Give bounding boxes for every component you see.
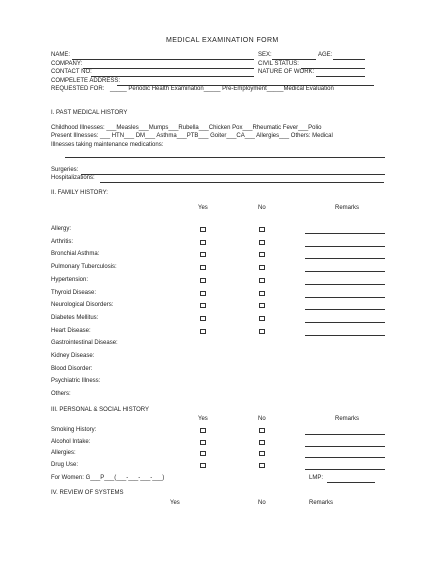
- row-label: Blood Disorder:: [51, 365, 93, 372]
- row-label: Bronchial Asthma:: [51, 251, 100, 258]
- row-label: Drug Use:: [51, 461, 79, 468]
- nature-of-work-label: NATURE OF WORK:: [258, 69, 315, 75]
- row-label: Kidney Disease:: [51, 353, 95, 359]
- remarks-field[interactable]: [305, 457, 385, 458]
- social-no-header: No: [258, 416, 266, 422]
- remarks-field[interactable]: [305, 233, 385, 234]
- maintenance-medications-label: Illnesses taking maintenance medications:: [51, 142, 164, 148]
- remarks-field[interactable]: [305, 434, 385, 435]
- family-yes-header: Yes: [198, 205, 208, 211]
- yes-checkbox[interactable]: [200, 252, 206, 257]
- requested-for-label: REQUESTED FOR:: [51, 86, 105, 92]
- family-remarks-header: Remarks: [335, 205, 360, 211]
- remarks-field[interactable]: [305, 469, 385, 470]
- row-label: Alcohol Intake:: [51, 438, 91, 445]
- review-yes-header: Yes: [170, 500, 180, 506]
- hospitalizations-field[interactable]: [100, 182, 384, 183]
- childhood-illnesses: Childhood Illnesses: ___Measles___Mumps___Rubella___Chicken Pox___Rheumatic Fever___Polio: [51, 125, 322, 131]
- review-no-header: No: [258, 500, 266, 506]
- yes-checkbox[interactable]: [200, 240, 206, 245]
- remarks-field[interactable]: [305, 297, 385, 298]
- no-checkbox[interactable]: [259, 291, 265, 296]
- name-label: NAME:: [51, 52, 71, 58]
- company-field[interactable]: [83, 68, 254, 69]
- remarks-field[interactable]: [305, 284, 385, 285]
- row-label: Heart Disease:: [51, 327, 91, 334]
- review-remarks-header: Remarks: [309, 500, 334, 506]
- row-label: Diabetes Mellitus:: [51, 314, 99, 321]
- remarks-field[interactable]: [305, 446, 385, 447]
- yes-checkbox[interactable]: [200, 227, 206, 232]
- no-checkbox[interactable]: [259, 451, 265, 456]
- yes-checkbox[interactable]: [200, 303, 206, 308]
- row-label: Psychiatric Illness:: [51, 378, 101, 385]
- nature-of-work-field[interactable]: [316, 76, 365, 77]
- no-checkbox[interactable]: [259, 440, 265, 445]
- requested-for-options: _____ Periodic Health Examination_____ Pre-Employment_____Medical Evaluation: [110, 86, 334, 92]
- hospitalizations-label: Hospitalizations:: [51, 175, 95, 181]
- section1-heading: I. PAST MEDICAL HISTORY: [51, 110, 128, 116]
- no-checkbox[interactable]: [259, 428, 265, 433]
- sex-label: SEX:: [258, 52, 272, 58]
- age-label: AGE:: [318, 52, 333, 58]
- yes-checkbox[interactable]: [200, 278, 206, 283]
- maintenance-line[interactable]: [65, 157, 385, 158]
- no-checkbox[interactable]: [259, 227, 265, 232]
- yes-checkbox[interactable]: [200, 463, 206, 468]
- no-checkbox[interactable]: [259, 278, 265, 283]
- surgeries-field[interactable]: [81, 174, 385, 175]
- age-field[interactable]: [333, 59, 365, 60]
- for-women-field: For Women: G___P___(___-___-___-___): [51, 475, 165, 481]
- social-remarks-header: Remarks: [335, 416, 360, 422]
- yes-checkbox[interactable]: [200, 316, 206, 321]
- section2-heading: II. FAMILY HISTORY:: [51, 190, 108, 196]
- row-label: Allergy:: [51, 226, 72, 232]
- form-title: MEDICAL EXAMINATION FORM: [166, 37, 279, 44]
- yes-checkbox[interactable]: [200, 428, 206, 433]
- no-checkbox[interactable]: [259, 463, 265, 468]
- row-label: Others:: [51, 391, 71, 398]
- row-label: Thyroid Disease:: [51, 289, 97, 296]
- social-yes-header: Yes: [198, 416, 208, 422]
- yes-checkbox[interactable]: [200, 451, 206, 456]
- remarks-field[interactable]: [305, 322, 385, 323]
- no-checkbox[interactable]: [259, 316, 265, 321]
- remarks-field[interactable]: [305, 335, 385, 336]
- civil-status-label: CIVIL STATUS:: [258, 61, 299, 67]
- contact-no-label: CONTACT NO:: [51, 69, 92, 75]
- present-illnesses: Present Illnesses: ___ HTN___ DM___ Asthma___PTB___ Goiter___CA___ Allergies___ Others: Medical: [51, 133, 333, 139]
- section3-heading: III. PERSONAL & SOCIAL HISTORY: [51, 407, 150, 413]
- lmp-label: LMP:: [309, 475, 324, 481]
- no-checkbox[interactable]: [259, 240, 265, 245]
- lmp-field[interactable]: [327, 482, 375, 483]
- row-label: Allergies:: [51, 450, 76, 456]
- family-no-header: No: [258, 205, 266, 211]
- contact-no-field[interactable]: [91, 76, 254, 77]
- row-label: Smoking History:: [51, 427, 97, 433]
- yes-checkbox[interactable]: [200, 440, 206, 445]
- section4-heading: IV. REVIEW OF SYSTEMS: [51, 490, 124, 496]
- remarks-field[interactable]: [305, 246, 385, 247]
- row-label: Pulmonary Tuberculosis:: [51, 264, 117, 271]
- no-checkbox[interactable]: [259, 329, 265, 334]
- surgeries-label: Surgeries:: [51, 167, 79, 173]
- yes-checkbox[interactable]: [200, 265, 206, 270]
- no-checkbox[interactable]: [259, 265, 265, 270]
- company-label: COMPANY:: [51, 61, 83, 67]
- no-checkbox[interactable]: [259, 252, 265, 257]
- sex-field[interactable]: [272, 59, 316, 60]
- name-field[interactable]: [72, 59, 254, 60]
- row-label: Arthritis:: [51, 238, 74, 245]
- address-label: COMPELETE ADDRESS:: [51, 78, 121, 84]
- remarks-field[interactable]: [305, 258, 385, 259]
- yes-checkbox[interactable]: [200, 291, 206, 296]
- row-label: Hypertension:: [51, 276, 89, 283]
- yes-checkbox[interactable]: [200, 329, 206, 334]
- remarks-field[interactable]: [305, 309, 385, 310]
- no-checkbox[interactable]: [259, 303, 265, 308]
- row-label: Neurological Disorders:: [51, 302, 114, 309]
- remarks-field[interactable]: [305, 271, 385, 272]
- row-label: Gastrointestinal Disease:: [51, 340, 118, 347]
